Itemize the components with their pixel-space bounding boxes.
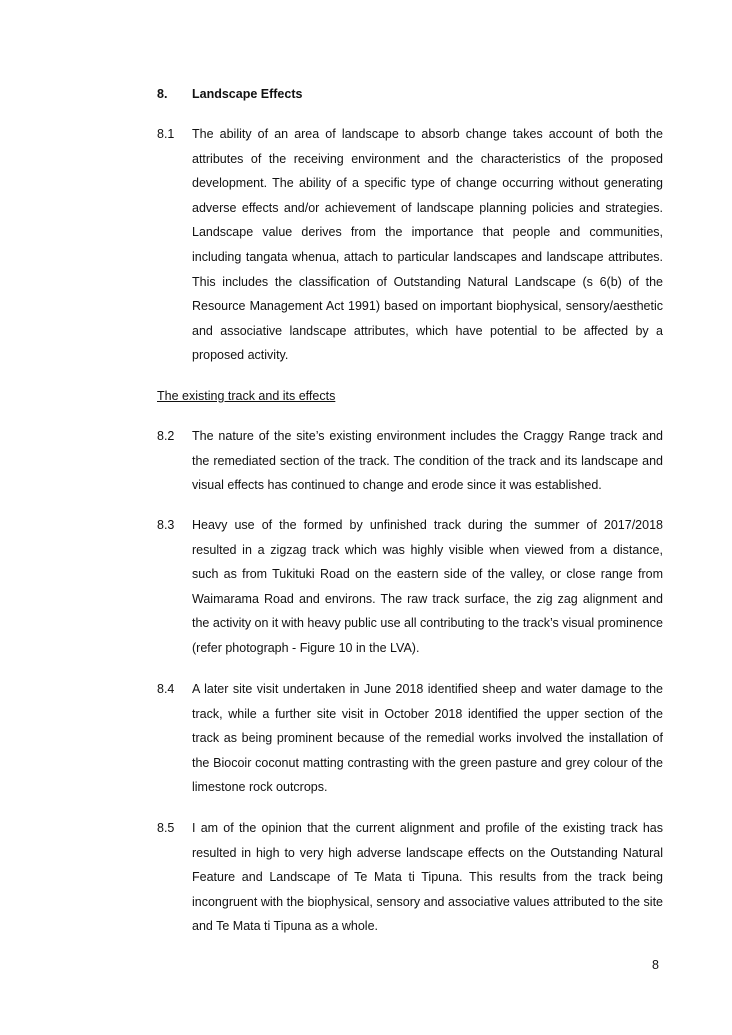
paragraph-number: 8.5	[157, 821, 175, 835]
paragraph-text: The ability of an area of landscape to absorb change takes account of both the attributes of the receiving environment and the characteristics of the proposed development. The ability of a specific type of change occurring without generating adverse effects and/or achievement of landscape planning policies and strategies. Landscape value derives from the importance that people and communities, including tangata whenua, attach to particular landscapes and landscape attributes. This includes the classification of Outstanding Natural Landscape (s 6(b) of the Resource Management Act 1991) based on important biophysical, sensory/aesthetic and associative landscape attributes, which have potential to be affected by a proposed activity.	[192, 127, 663, 363]
section-number: 8.	[157, 87, 168, 101]
paragraph-8-4	[157, 677, 663, 800]
paragraph-8-1	[157, 122, 663, 368]
paragraph-number: 8.2	[157, 429, 175, 443]
paragraph-8-3	[157, 513, 663, 661]
paragraph-number: 8.3	[157, 518, 175, 532]
paragraph-number: 8.1	[157, 127, 175, 141]
paragraph-text: A later site visit undertaken in June 2018 identified sheep and water damage to the track, while a further site visit in October 2018 identified the upper section of the track as being prominent because of the remedial works involved the installation of the Biocoir coconut matting contrasting with the green pasture and grey colour of the limestone rock outcrops.	[192, 682, 663, 795]
section-heading	[157, 87, 302, 101]
paragraph-text: The nature of the site’s existing environment includes the Craggy Range track and the remediated section of the track. The condition of the track and its landscape and visual effects has continued to change and erode since it was established.	[192, 429, 663, 493]
paragraph-8-5	[157, 816, 663, 939]
paragraph-text: Heavy use of the formed by unfinished track during the summer of 2017/2018 resulted in a zigzag track which was highly visible when viewed from a distance, such as from Tukituki Road on the eastern side of the valley, or close range from Waimarama Road and environs. The raw track surface, the zig zag alignment and the activity on it with heavy public use all contributing to the track’s visual prominence (refer photograph - Figure 10 in the LVA).	[192, 518, 663, 655]
section-title: Landscape Effects	[192, 87, 303, 101]
paragraph-text: I am of the opinion that the current alignment and profile of the existing track has resulted in high to very high adverse landscape effects on the Outstanding Natural Feature and Landscape of Te Mata ti Tipuna. This results from the track being incongruent with the biophysical, sensory and associative values attributed to the site and Te Mata ti Tipuna as a whole.	[192, 821, 663, 934]
paragraph-number: 8.4	[157, 682, 175, 696]
subheading-existing-track: The existing track and its effects	[157, 389, 336, 403]
page-number: 8	[652, 958, 659, 972]
paragraph-8-2	[157, 424, 663, 498]
